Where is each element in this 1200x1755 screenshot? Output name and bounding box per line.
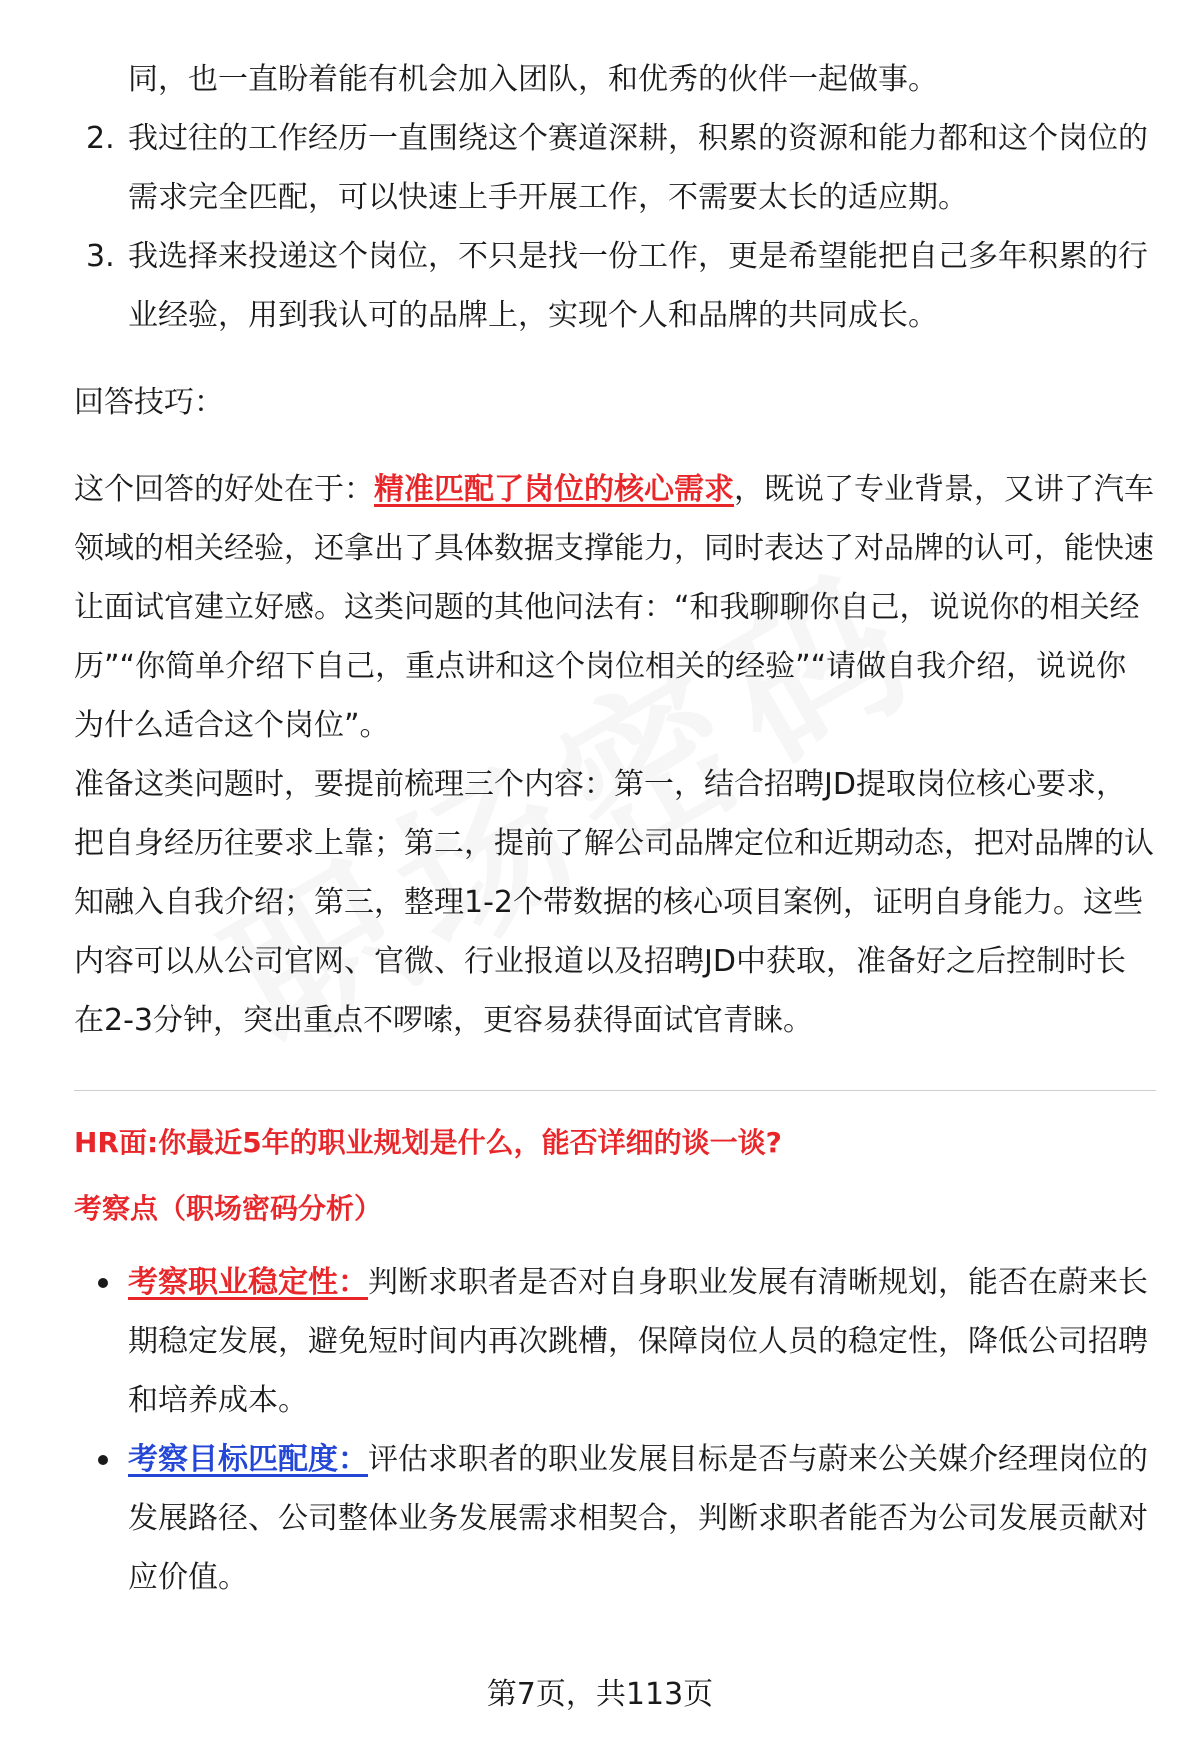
list-item-text: 我选择来投递这个岗位，不只是找一份工作，更是希望能把自己多年积累的行业经验，用到我认可的品牌上，实现个人和品牌的共同成长。 bbox=[128, 239, 1148, 333]
intro-continuation: 同，也一直盼着能有机会加入团队，和优秀的伙伴一起做事。 bbox=[128, 62, 938, 97]
numbered-list bbox=[74, 109, 1154, 345]
page-content bbox=[74, 50, 1154, 1607]
hr-question-heading: HR面:你最近5年的职业规划是什么，能否详细的谈一谈? bbox=[74, 1126, 782, 1159]
list-item bbox=[74, 109, 1154, 227]
list-item bbox=[74, 1430, 1154, 1607]
list-number: 2. bbox=[86, 121, 115, 156]
preparation-paragraph: 准备这类问题时，要提前梳理三个内容：第一，结合招聘JD提取岗位核心要求，把自身经历往要求上靠；第二，提前了解公司品牌定位和近期动态，把对品牌的认知融入自我介绍；第三，整理1-2个带数据的核心项目案例，证明自身能力。这些内容可以从公司官网、官微、行业报道以及招聘JD中获取，准备好之后控制时长在2-3分钟，突出重点不啰嗦，更容易获得面试官青睐。 bbox=[74, 767, 1154, 1038]
assessment-points-list bbox=[74, 1253, 1154, 1607]
section-divider bbox=[74, 1090, 1156, 1091]
tips-paragraph bbox=[74, 460, 1154, 755]
tips-suffix: ，既说了专业背景，又讲了汽车领域的相关经验，还拿出了具体数据支撑能力，同时表达了对品牌的认可，能快速让面试官建立好感。这类问题的其他问法有：“和我聊聊你自己，说说你的相关经历”“你简单介绍下自己，重点讲和这个岗位相关的经验”“请做自我介绍，说说你为什么适合这个岗位”。 bbox=[74, 472, 1154, 743]
bullet-keyword: 考察目标匹配度： bbox=[128, 1442, 368, 1477]
list-item bbox=[74, 1253, 1154, 1430]
list-item bbox=[74, 227, 1154, 345]
bullet-text: 评估求职者的职业发展目标是否与蔚来公关媒介经理岗位的发展路径、公司整体业务发展需求相契合，判断求职者能否为公司发展贡献对应价值。 bbox=[128, 1442, 1148, 1595]
bullet-icon bbox=[98, 1278, 108, 1288]
list-item-text: 我过往的工作经历一直围绕这个赛道深耕，积累的资源和能力都和这个岗位的需求完全匹配，可以快速上手开展工作，不需要太长的适应期。 bbox=[128, 121, 1148, 215]
bullet-keyword: 考察职业稳定性： bbox=[128, 1265, 368, 1300]
tips-heading: 回答技巧： bbox=[74, 385, 224, 420]
page-number-footer: 第7页，共113页 bbox=[486, 1677, 714, 1712]
tips-prefix: 这个回答的好处在于： bbox=[74, 472, 374, 507]
bullet-text: 判断求职者是否对自身职业发展有清晰规划，能否在蔚来长期稳定发展，避免短时间内再次跳槽，保障岗位人员的稳定性，降低公司招聘和培养成本。 bbox=[128, 1265, 1148, 1418]
bullet-icon bbox=[98, 1455, 108, 1465]
list-number: 3. bbox=[86, 239, 115, 274]
highlighted-phrase: 精准匹配了岗位的核心需求 bbox=[374, 472, 734, 507]
assessment-points-heading: 考察点（职场密码分析） bbox=[74, 1192, 383, 1225]
